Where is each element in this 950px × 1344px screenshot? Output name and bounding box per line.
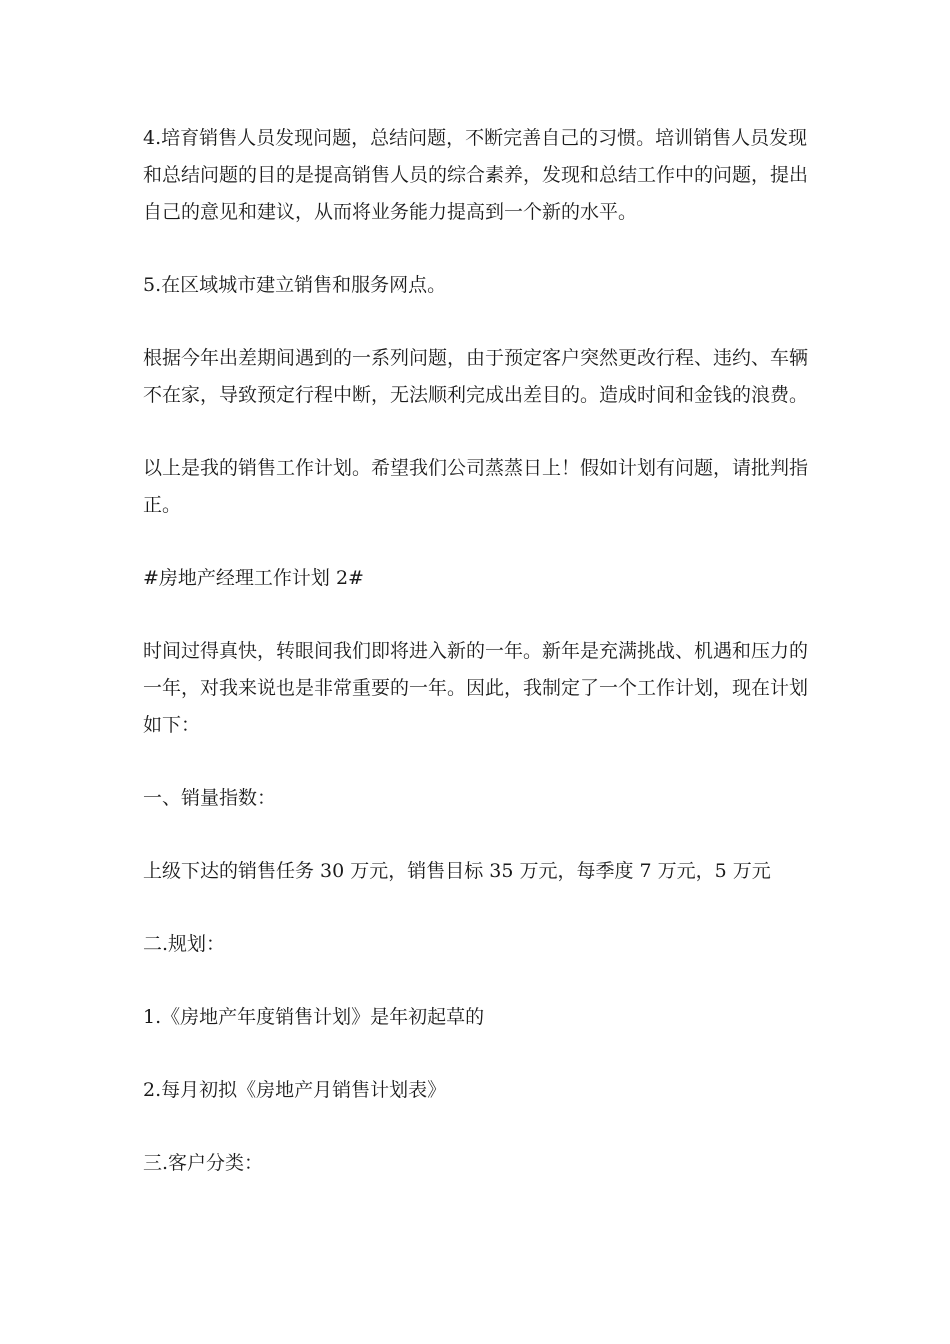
heading-sales-index: 一、销量指数： (143, 787, 277, 809)
document-body (143, 120, 808, 1218)
paragraph-sales-targets: 上级下达的销售任务 30 万元，销售目标 35 万元，每季度 7 万元，5 万元 (143, 860, 771, 882)
paragraph-service-network: 5.在区域城市建立销售和服务网点。 (143, 274, 447, 296)
paragraph-sales-training: 4.培育销售人员发现问题，总结问题，不断完善自己的习惯。培训销售人员发现和总结问题的目的是提高销售人员的综合素养，发现和总结工作中的问题，提出自己的意见和建议，从而将业务能力提高到一个新的水平。 (143, 127, 809, 223)
heading-planning: 二.规划： (143, 933, 226, 955)
paragraph-closing: 以上是我的销售工作计划。希望我们公司蒸蒸日上！假如计划有问题，请批判指正。 (143, 457, 809, 516)
paragraph-travel-issues: 根据今年出差期间遇到的一系列问题，由于预定客户突然更改行程、违约、车辆不在家，导致预定行程中断，无法顺利完成出差目的。造成时间和金钱的浪费。 (143, 347, 809, 406)
paragraph-new-year-intro: 时间过得真快，转眼间我们即将进入新的一年。新年是充满挑战、机遇和压力的一年，对我来说也是非常重要的一年。因此，我制定了一个工作计划，现在计划如下： (143, 640, 809, 736)
list-item-monthly-plan: 2.每月初拟《房地产月销售计划表》 (143, 1079, 447, 1101)
heading-customer-classification: 三.客户分类： (143, 1152, 264, 1174)
list-item-annual-plan: 1.《房地产年度销售计划》是年初起草的 (143, 1006, 485, 1028)
section-heading-plan-2: #房地产经理工作计划 2# (143, 567, 364, 589)
